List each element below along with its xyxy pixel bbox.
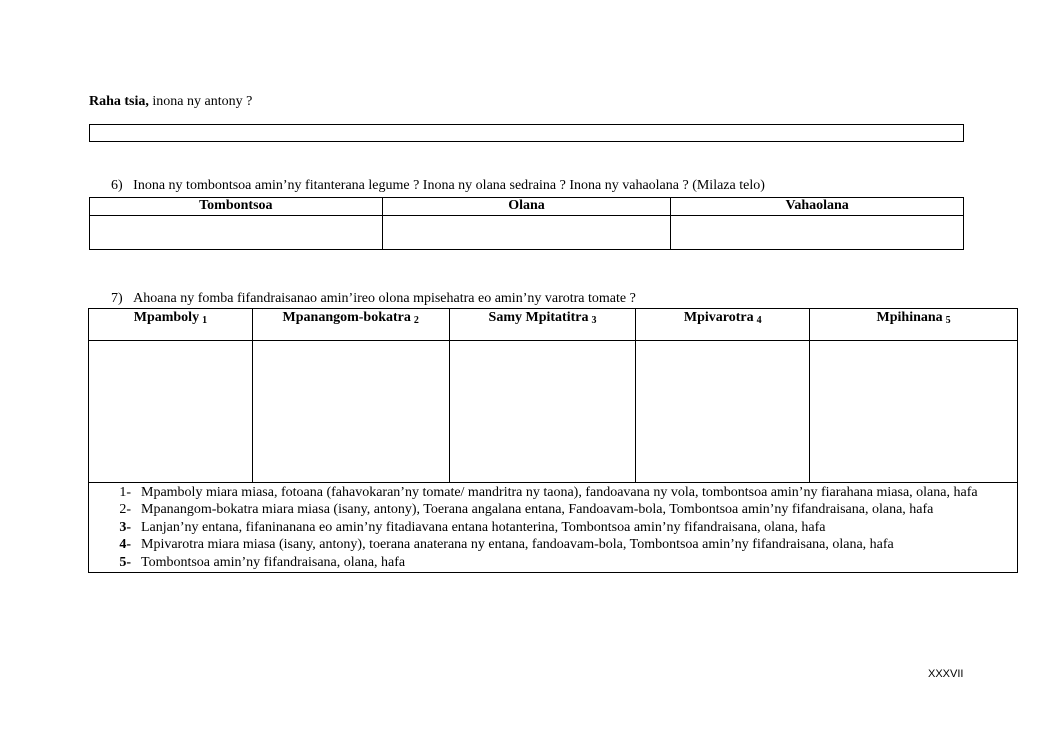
raha-tsia-answer-box[interactable] — [89, 124, 964, 142]
raha-tsia-bold: Raha tsia, — [89, 94, 149, 109]
q7-header-label: Mpamboly — [133, 310, 200, 325]
q6-number: 6) — [111, 178, 123, 193]
note-text: Tombontsoa amin’ny fifandraisana, olana, hafa — [141, 554, 406, 570]
q6-title — [111, 178, 765, 194]
note-text: Mpamboly miara miasa, fotoana (fahavokaran’ny tomate/ mandritra ny taona), fandoavana ny vola, tombontsoa amin’ny fiarahana miasa, olana, hafa — [141, 485, 978, 500]
q6-cell-vahaolana[interactable] — [671, 216, 964, 250]
q7-number: 7) — [111, 291, 123, 306]
q6-header-tombontsoa: Tombontsoa — [90, 198, 383, 216]
page-number: XXXVII — [928, 668, 964, 680]
q6-table — [89, 197, 964, 250]
q7-notes-cell — [89, 483, 1018, 573]
q7-cell-samy-mpitatitra[interactable] — [449, 341, 636, 483]
q7-header-mpanangom-bokatra — [252, 309, 449, 341]
q7-text: Ahoana ny fomba fifandraisanao amin’ireo olona mpisehatra eo amin’ny varotra tomate ? — [133, 291, 636, 306]
q7-header-sub: 5 — [945, 315, 951, 326]
note-text: Lanjan’ny entana, fifaninanana eo amin’ny fitadiavana entana hotanterina, Tombontsoa amin’ny fifandraisana, olana, hafa — [141, 519, 826, 535]
q7-header-label: Mpanangom-bokatra — [282, 310, 411, 325]
q7-header-label: Mpihinana — [876, 310, 943, 325]
q6-header-vahaolana: Vahaolana — [671, 198, 964, 216]
q7-header-sub: 1 — [202, 315, 208, 326]
q7-cell-mpanangom-bokatra[interactable] — [252, 341, 449, 483]
list-item — [89, 501, 1017, 518]
q7-header-mpihinana — [810, 309, 1018, 341]
raha-tsia-rest: inona ny antony ? — [148, 94, 253, 109]
q7-header-mpamboly — [89, 309, 253, 341]
q7-cell-mpihinana[interactable] — [810, 341, 1018, 483]
q7-title — [111, 291, 636, 307]
q7-header-sub: 4 — [756, 315, 762, 326]
list-item — [89, 519, 1017, 536]
q7-table — [88, 308, 1018, 573]
q7-cell-mpivarotra[interactable] — [636, 341, 810, 483]
q6-text: Inona ny tombontsoa amin’ny fitanterana legume ? Inona ny olana sedraina ? Inona ny vahaolana ? (Milaza telo) — [133, 178, 765, 193]
q7-header-label: Samy Mpitatitra — [488, 310, 589, 325]
note-text: Mpanangom-bokatra miara miasa (isany, antony), Toerana angalana entana, Fandoavam-bola, Tombontsoa amin’ny fifandraisana, olana, hafa — [141, 502, 934, 518]
note-number: 3- — [119, 519, 131, 535]
q7-header-label: Mpivarotra — [683, 310, 754, 325]
q6-cell-olana[interactable] — [382, 216, 671, 250]
q7-notes-list — [89, 484, 1017, 571]
note-number: 4- — [119, 537, 131, 553]
q7-header-sub: 3 — [591, 315, 597, 326]
note-text: Mpivarotra miara miasa (isany, antony), toerana anaterana ny entana, fandoavam-bola, Tombontsoa amin’ny fifandraisana, olana, hafa — [141, 537, 894, 553]
note-number: 1- — [119, 485, 131, 500]
q7-header-samy-mpitatitra — [449, 309, 636, 341]
list-item — [89, 554, 1017, 571]
raha-tsia-question — [89, 94, 252, 110]
q6-cell-tombontsoa[interactable] — [90, 216, 383, 250]
note-number: 2- — [119, 502, 131, 518]
q6-header-olana: Olana — [382, 198, 671, 216]
list-item — [89, 536, 1017, 553]
list-item — [89, 484, 1017, 501]
q7-header-sub: 2 — [413, 315, 419, 326]
q7-cell-mpamboly[interactable] — [89, 341, 253, 483]
note-number: 5- — [119, 554, 131, 570]
q7-header-mpivarotra — [636, 309, 810, 341]
